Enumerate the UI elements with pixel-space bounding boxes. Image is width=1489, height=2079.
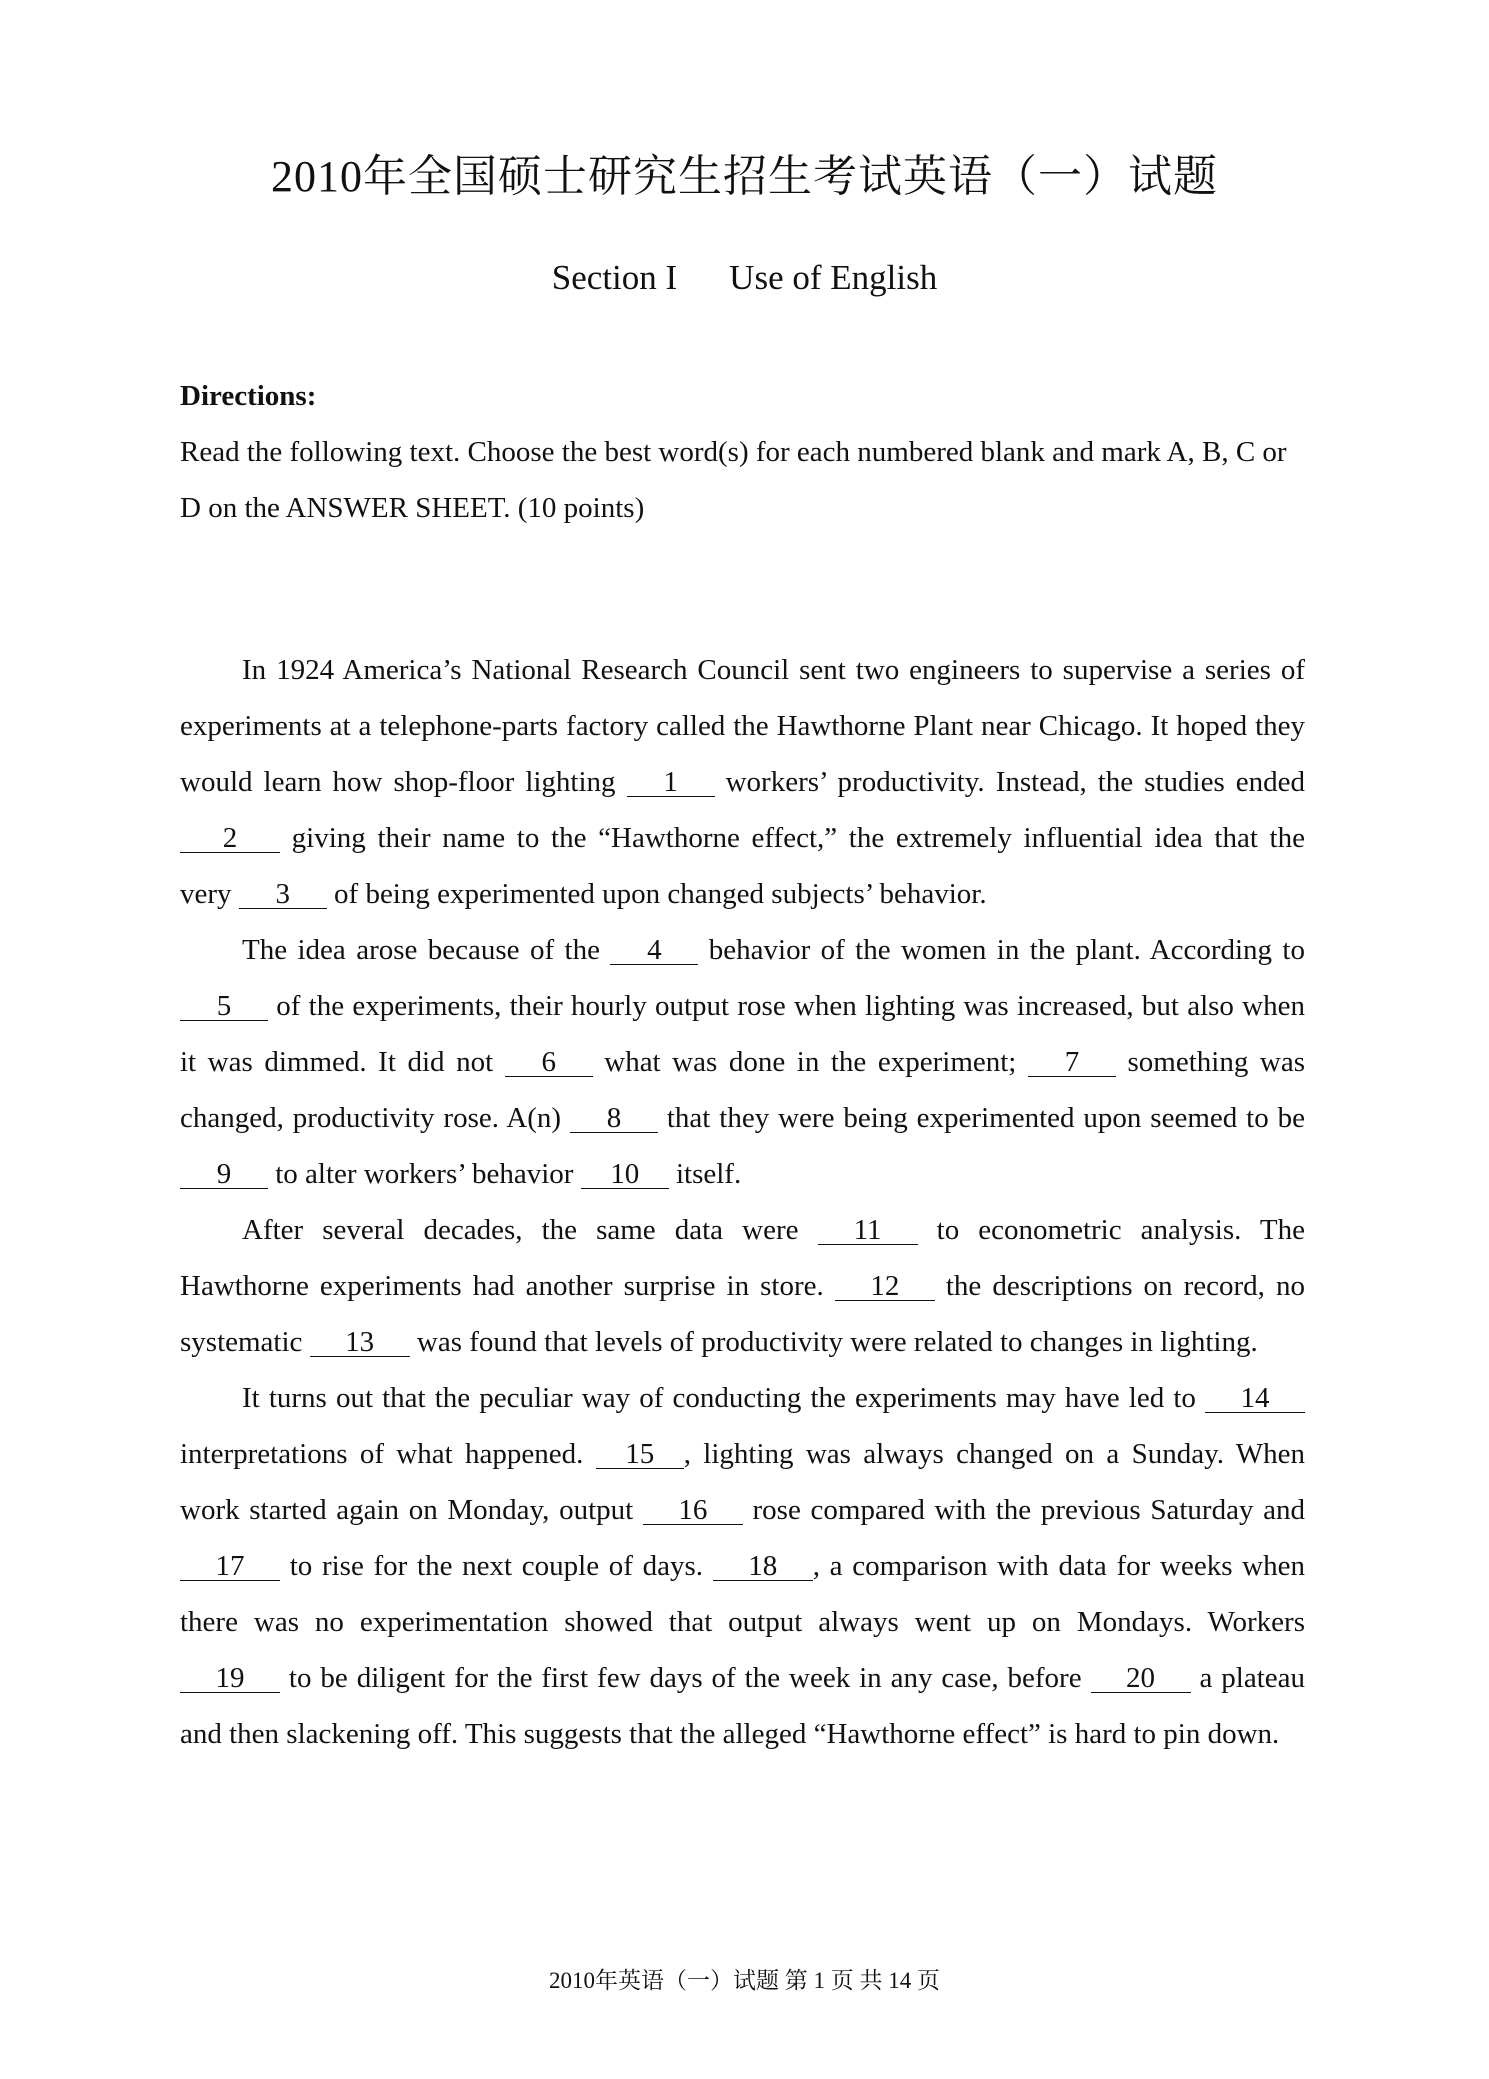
blank-20: 20 [1091, 1664, 1191, 1693]
passage-text: interpretations of what happened. [180, 1438, 596, 1470]
passage-text: that they were being experimented upon seemed to be [657, 1102, 1306, 1134]
passage-text: In 1924 America’s National Research Council sent two engineers to supervise a series of experiments at a telephone-parts factory called the Hawthorne Plant near Chicago. It hoped they would learn how shop-floor lighting [180, 654, 1305, 798]
passage-paragraph-1 [180, 642, 1305, 922]
passage-text: rose compared with the previous Saturday and [742, 1494, 1305, 1526]
passage-text: the descriptions on record, no systematic [180, 1270, 1305, 1358]
passage-text: what was done in the experiment; [592, 1046, 1028, 1078]
page-title: 2010年全国硕士研究生招生考试英语（一）试题 [271, 152, 1218, 201]
passage-text: giving their name to the “Hawthorne effect,” the extremely influential idea that the very [180, 822, 1305, 910]
blank-14: 14 [1205, 1384, 1305, 1413]
section-heading [0, 258, 1489, 298]
directions-text: Read the following text. Choose the best word(s) for each numbered blank and mark A, B, C or D on the ANSWER SHEET. (10 points) [180, 436, 1287, 524]
blank-1: 1 [627, 768, 715, 797]
passage-text: to alter workers’ behavior [268, 1158, 581, 1190]
blank-18: 18 [713, 1552, 813, 1581]
blank-5: 5 [180, 992, 268, 1021]
document-body [180, 368, 1305, 1762]
passage-text: It turns out that the peculiar way of conducting the experiments may have led to [242, 1382, 1205, 1414]
passage-text: , lighting was always changed on a Sunday. When work started again on Monday, output [180, 1438, 1305, 1526]
passage-paragraph-4 [180, 1370, 1305, 1762]
passage-text: of the experiments, their hourly output rose when lighting was increased, but also when it was dimmed. It did not [180, 990, 1305, 1078]
section-number: Section I [551, 258, 678, 297]
directions-heading: Directions: [180, 380, 317, 412]
blank-6: 6 [505, 1048, 593, 1077]
blank-11: 11 [818, 1216, 918, 1245]
passage-text: was found that levels of productivity were related to changes in lighting. [409, 1326, 1258, 1358]
passage-text: a plateau and then slackening off. This suggests that the alleged “Hawthorne effect” is hard to pin down. [180, 1662, 1305, 1750]
passage-paragraph-3 [180, 1202, 1305, 1370]
blank-17: 17 [180, 1552, 280, 1581]
blank-12: 12 [835, 1272, 935, 1301]
blank-7: 7 [1028, 1048, 1116, 1077]
passage-text: behavior of the women in the plant. According to [698, 934, 1305, 966]
blank-4: 4 [610, 936, 698, 965]
blank-10: 10 [581, 1160, 669, 1189]
blank-13: 13 [310, 1328, 410, 1357]
page-footer: 2010年英语（一）试题 第 1 页 共 14 页 [549, 1968, 940, 1993]
section-name: Use of English [729, 258, 938, 297]
blank-8: 8 [570, 1104, 658, 1133]
passage-text: , a comparison with data for weeks when there was no experimentation showed that output always went up on Mondays. Workers [180, 1550, 1305, 1638]
blank-19: 19 [180, 1664, 280, 1693]
blank-15: 15 [596, 1440, 684, 1469]
passage-paragraph-2 [180, 922, 1305, 1202]
passage-text: to be diligent for the first few days of the week in any case, before [280, 1662, 1091, 1694]
blank-16: 16 [643, 1496, 743, 1525]
passage-text: The idea arose because of the [242, 934, 611, 966]
blank-9: 9 [180, 1160, 268, 1189]
passage-text: of being experimented upon changed subjects’ behavior. [326, 878, 987, 910]
blank-3: 3 [239, 880, 327, 909]
passage-text: After several decades, the same data were [242, 1214, 818, 1246]
passage-text: something was changed, productivity rose. A(n) [180, 1046, 1305, 1134]
passage-text: to rise for the next couple of days. [280, 1550, 713, 1582]
passage-text: workers’ productivity. Instead, the studies ended [714, 766, 1305, 798]
passage-text: to econometric analysis. The Hawthorne experiments had another surprise in store. [180, 1214, 1305, 1302]
blank-2: 2 [180, 824, 280, 853]
passage-text: itself. [668, 1158, 742, 1190]
